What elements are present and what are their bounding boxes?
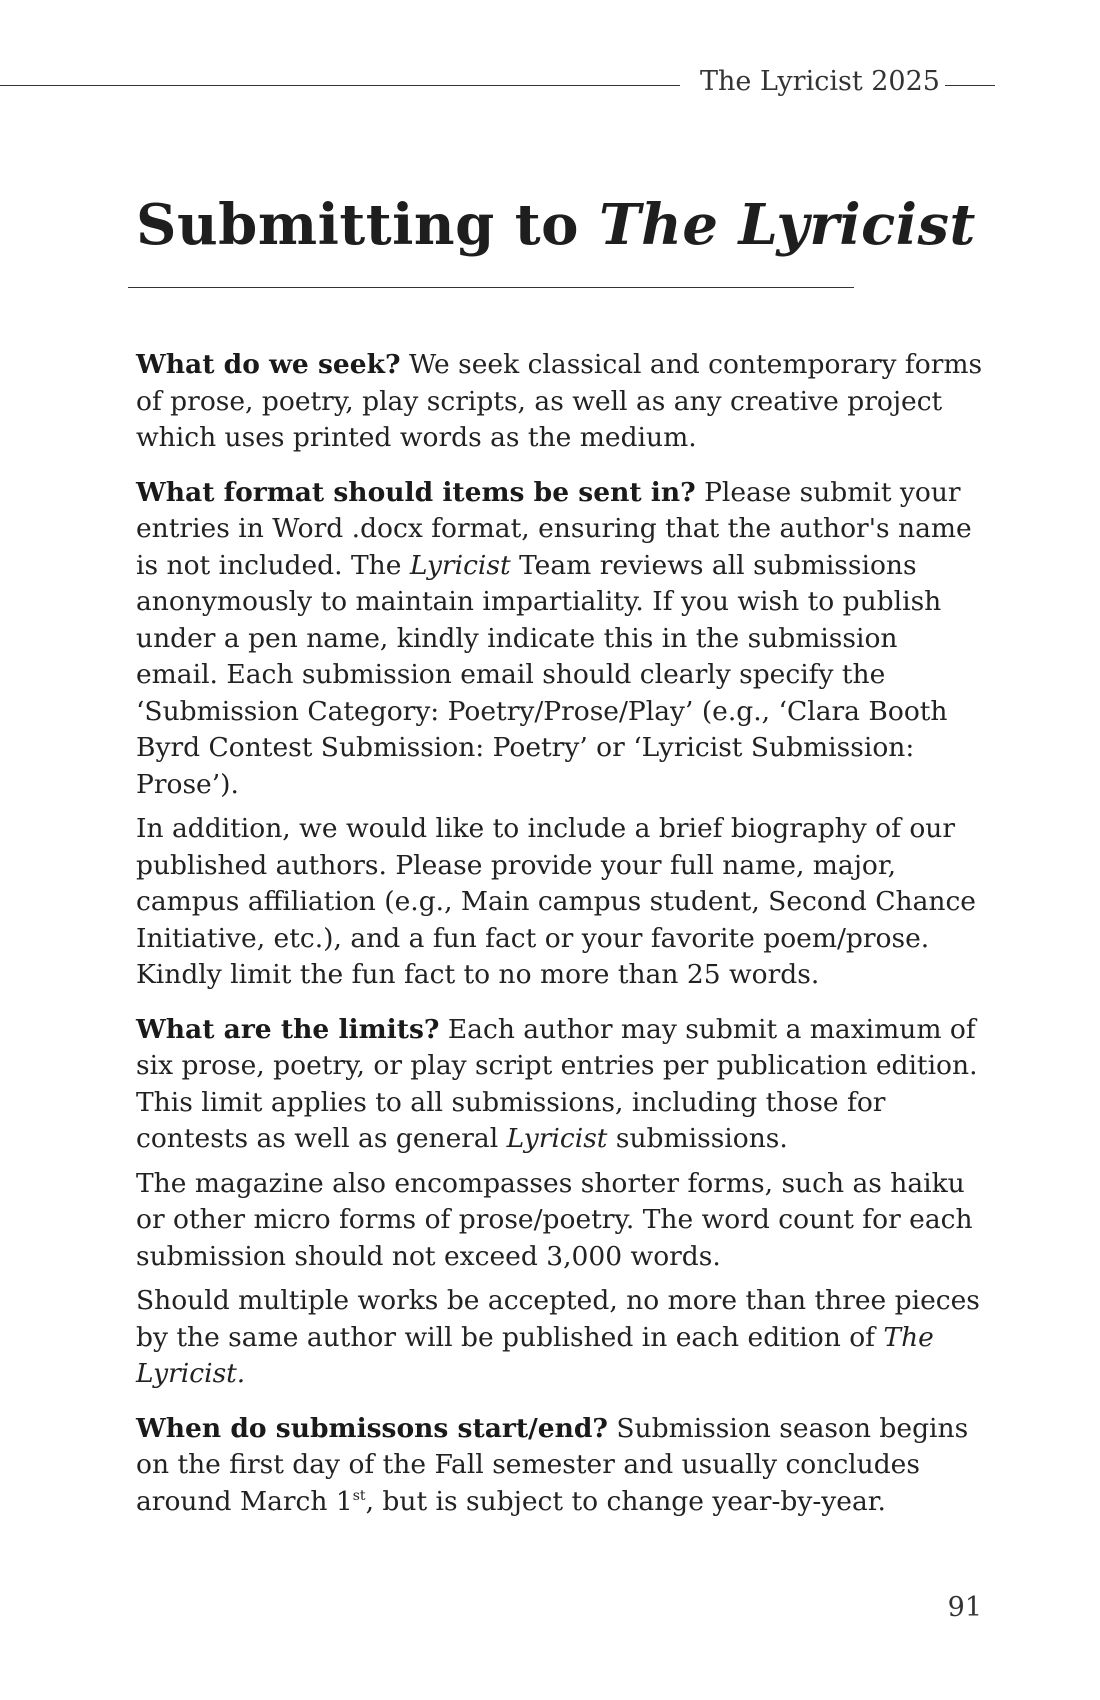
answer-format-part2: Team reviews all submissions anonymously to maintain impartiality. If you wish to publish under a pen name, kindly indicate this in the submission email. Each submission email should clearly specify the ‘Submission Category: Poetry/Prose/Play’ (e.g., ‘Clara Booth Byrd Contest Submission: Poetry’ or ‘Lyricist Submission: Prose’). [136, 549, 948, 800]
multiple-italic: The Lyricist. [136, 1321, 934, 1389]
paragraph-shorter: The magazine also encompasses shorter forms, such as haiku or other micro forms of prose/poetry. The word count for each submission should not exceed 3,000 words. [136, 1167, 973, 1272]
multiple-text: Should multiple works be accepted, no more than three pieces by the same author will be published in each edition of [136, 1285, 980, 1353]
question-seek: What do we seek? [136, 349, 401, 380]
paragraph-bio: In addition, we would like to include a brief biography of our published authors. Please provide your full name, major, campus affiliation (e.g., Main campus student, Second Chance Initiative, etc.), and a fun fact or your favorite poem/prose. Kindly limit the fun fact to no more than 25 words. [136, 813, 976, 990]
answer-dates-part1: Submission season begins on the first day of the Fall semester and usually concludes around March 1 [136, 1412, 969, 1517]
running-head: The Lyricist 2025 [700, 66, 940, 97]
paragraph-seek [136, 347, 986, 457]
question-dates: When do submissons start/end? [136, 1412, 608, 1444]
answer-seek: We seek classical and contemporary forms of prose, poetry, play scripts, as well as any creative project which uses printed words as the medium. [136, 349, 983, 453]
body-content [136, 347, 986, 1520]
paragraph-format [136, 475, 986, 804]
question-limits: What are the limits? [136, 1013, 440, 1045]
paragraph-multiple [136, 1283, 986, 1393]
page-title [136, 192, 976, 258]
title-italic: The Lyricist [598, 192, 976, 258]
answer-dates-part2: , but is subject to change year-by-year. [365, 1485, 886, 1517]
answer-format-italic: Lyricist [409, 549, 511, 581]
answer-format-part1: Please submit your entries in Word .docx format, ensuring that the author's name is not included. The [136, 476, 972, 581]
paragraph-dates [136, 1411, 986, 1521]
answer-limits-part2: submissions. [607, 1123, 788, 1154]
title-rule [128, 287, 854, 288]
question-format: What format should items be sent in? [136, 476, 696, 508]
answer-limits-italic: Lyricist [506, 1123, 608, 1154]
answer-limits-part1: Each author may submit a maximum of six prose, poetry, or play script entries per publication edition. This limit applies to all submissions, including those for contests as well as general [136, 1013, 978, 1154]
answer-dates-superscript: st [352, 1487, 366, 1504]
paragraph-limits [136, 1012, 986, 1158]
page-number: 91 [947, 1592, 982, 1623]
header-rule-left [0, 85, 680, 86]
title-main: Submitting to [136, 192, 599, 258]
header-rule-right [945, 85, 995, 86]
